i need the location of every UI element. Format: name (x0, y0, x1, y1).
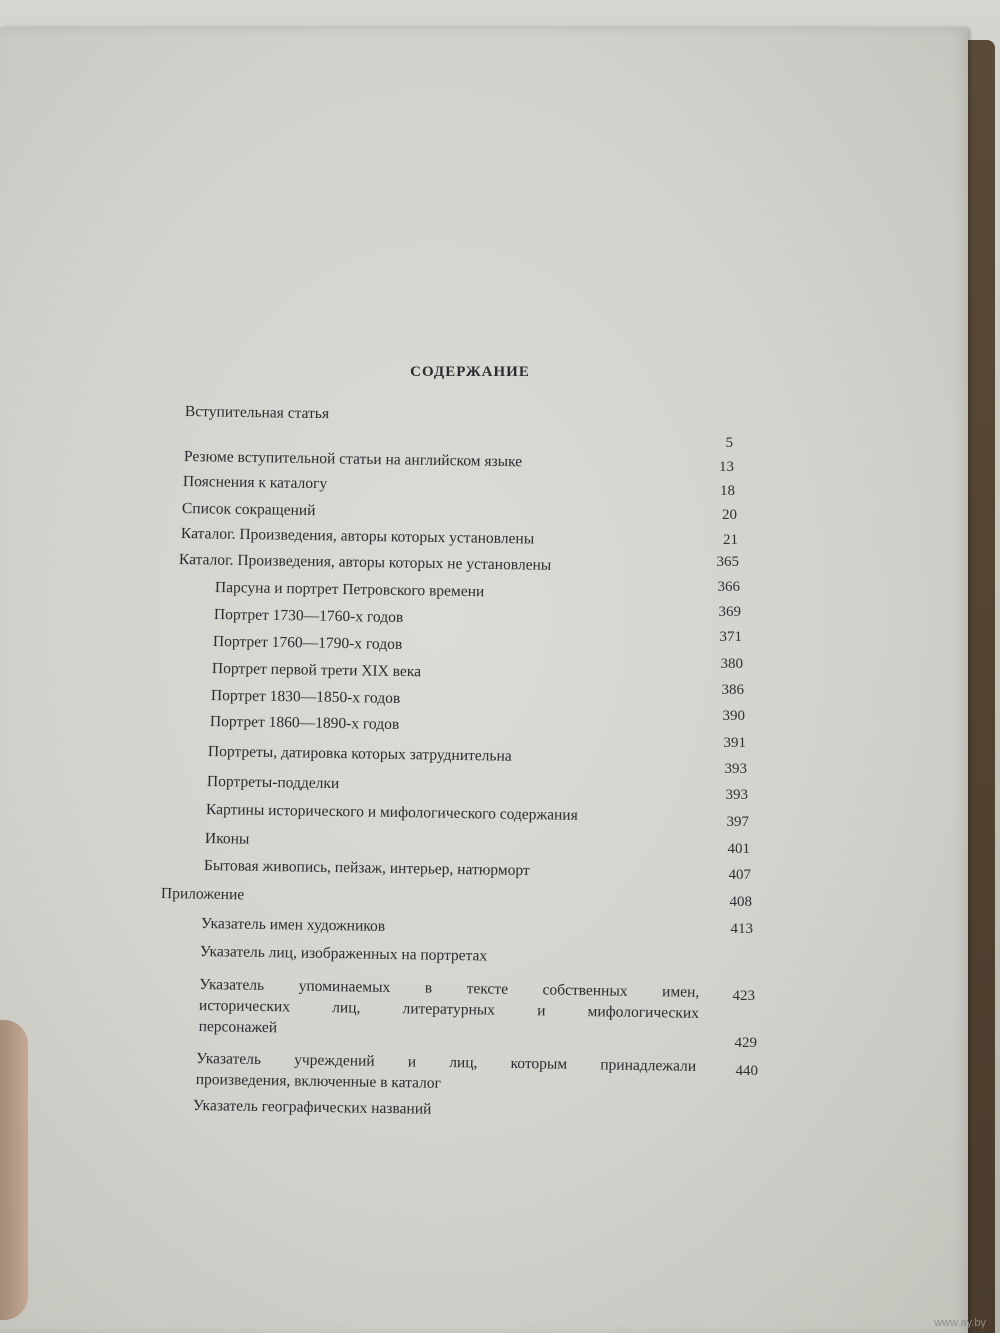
page-number: 413 (730, 921, 753, 937)
toc-entry (199, 974, 700, 1045)
page-number: 20 (722, 507, 737, 523)
toc-entry: Картины исторического и мифологического содержания (205, 801, 578, 824)
page-number: 397 (726, 814, 749, 830)
toc-list (0, 28, 968, 1333)
watermark: www.ay.by (934, 1317, 986, 1329)
page-number: 440 (735, 1063, 758, 1079)
toc-entry: Портреты, датировка которых затруднительна (207, 743, 512, 765)
page-number: 423 (732, 988, 755, 1004)
page-number: 393 (725, 787, 748, 803)
page-number: 18 (720, 483, 735, 499)
toc-entry: Парсуна и портрет Петровского времени (214, 579, 485, 601)
toc-entry: Каталог. Произведения, авторы которых не установлены (178, 551, 552, 574)
toc-entry: Указатель лиц, изображенных на портретах (199, 943, 488, 965)
page-title: СОДЕРЖАНИЕ (410, 364, 530, 380)
page-number: 369 (718, 604, 741, 620)
toc-entry-line: Указатель учреждений и лиц, которым принадлежали (196, 1050, 697, 1075)
toc-entry: Указатель географических названий (192, 1097, 432, 1118)
toc-entry: Вступительная статья (184, 403, 330, 423)
page-number: 5 (725, 435, 733, 451)
toc-entry-line: Указатель упоминаемых в тексте собственных имен, (199, 976, 700, 1001)
toc-entry: Портрет 1860—1890-х годов (209, 713, 400, 733)
toc-entry: Портрет 1830—1850-х годов (210, 687, 401, 707)
page-number: 365 (716, 554, 739, 570)
page-number: 407 (728, 867, 751, 883)
toc-entry: Портрет первой трети XIX века (211, 660, 422, 681)
toc-entry (196, 1048, 697, 1098)
toc-entry-line: персонажей (198, 1017, 278, 1037)
toc-entry: Бытовая живопись, пейзаж, интерьер, натюрморт (203, 857, 530, 880)
page-number: 401 (727, 841, 750, 857)
page-number: 13 (719, 459, 734, 475)
toc-entry: Приложение (160, 885, 245, 904)
toc-entry-line: исторических лиц, литературных и мифологических (198, 997, 700, 1022)
toc-entry: Указатель имен художников (200, 915, 386, 935)
page-number: 390 (722, 708, 745, 724)
toc-entry: Резюме вступительной статьи на английском языке (183, 448, 523, 471)
page-number: 393 (724, 761, 747, 777)
page-number: 408 (729, 894, 752, 910)
toc-entry: Портрет 1730—1760-х годов (213, 606, 404, 626)
page-number: 386 (721, 682, 744, 698)
toc-entry: Портрет 1760—1790-х годов (212, 633, 403, 653)
toc-entry: Список сокращений (181, 500, 316, 520)
page-number: 380 (720, 656, 743, 672)
page-number: 371 (719, 629, 742, 645)
page-number: 391 (723, 735, 746, 751)
toc-entry: Портреты-подделки (206, 773, 340, 793)
toc-entry-line: произведения, включенные в каталог (195, 1070, 442, 1092)
toc-entry: Иконы (204, 830, 250, 848)
toc-entry: Пояснения к каталогу (182, 473, 328, 493)
page-number: 366 (717, 579, 740, 595)
page-number: 429 (734, 1035, 757, 1051)
holding-finger (0, 1020, 28, 1320)
page-number: 21 (723, 532, 738, 548)
book-page (0, 28, 968, 1333)
toc-entry: Каталог. Произведения, авторы которых установлены (180, 525, 535, 548)
